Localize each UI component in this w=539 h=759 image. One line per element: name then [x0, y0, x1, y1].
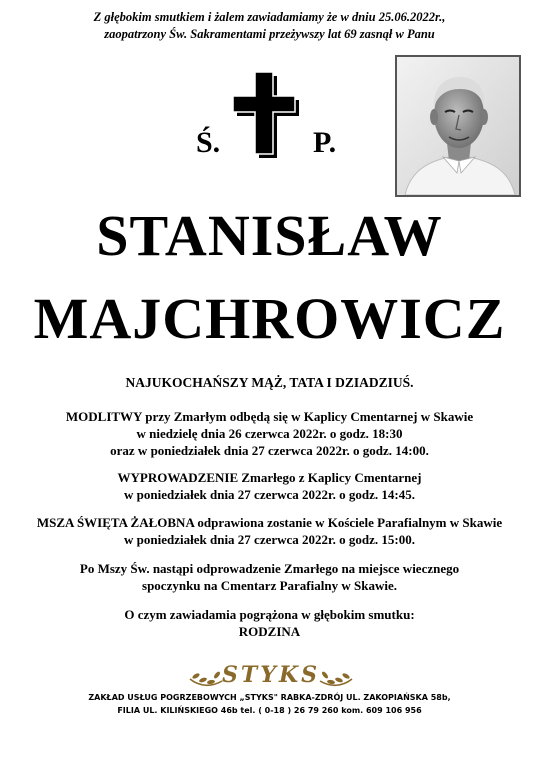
intro-line-1: Z głębokim smutkiem i żalem zawiadamiamy że w dniu 25.06.2022r., [93, 10, 446, 24]
closing-paragraph [0, 606, 539, 640]
deceased-last-name: MAJCHROWICZ [33, 286, 506, 351]
mass-paragraph [0, 514, 539, 548]
burial-paragraph [0, 560, 539, 594]
closing-signature: RODZINA [238, 624, 301, 639]
honorific-p: P. [313, 126, 337, 159]
intro-line-2: zaopatrzony Św. Sakramentami przeżywszy lat 69 zasnął w Panu [104, 27, 435, 41]
family-relation: NAJUKOCHAŃSZY MĄŻ, TATA I DZIADZIUŚ. [125, 375, 414, 390]
mass-line-1: MSZA ŚWIĘTA ŻAŁOBNA odprawiona zostanie w Kościele Parafialnym w Skawie [36, 515, 503, 530]
departure-paragraph [0, 469, 539, 503]
prayers-line-3: oraz w poniedziałek dnia 27 czerwca 2022r. o godz. 14:00. [110, 443, 429, 458]
logo-text: STYKS [222, 662, 320, 688]
closing-line-1: O czym zawiadamia pogrążona w głębokim smutku: [124, 607, 415, 622]
cross-icon [231, 70, 303, 160]
portrait-frame [395, 55, 521, 197]
footer-line-1: ZAKŁAD USŁUG POGRZEBOWYCH „STYKS" RABKA-ZDRÓJ UL. ZAKOPIAŃSKA 58b, [88, 693, 451, 702]
mass-line-2: w poniedziałek dnia 27 czerwca 2022r. o godz. 15:00. [124, 532, 415, 547]
deceased-first-name: STANISŁAW [96, 203, 443, 268]
burial-line-1: Po Mszy Św. nastąpi odprowadzenie Zmarłego na miejsce wiecznego [79, 561, 460, 576]
departure-line-1: WYPROWADZENIE Zmarłego z Kaplicy Cmentarnej [117, 470, 422, 485]
departure-line-2: w poniedziałek dnia 27 czerwca 2022r. o godz. 14:45. [124, 487, 415, 502]
burial-line-2: spoczynku na Cmentarz Parafialny w Skawie. [142, 578, 397, 593]
prayers-line-1: MODLITWY przy Zmarłym odbędą się w Kaplicy Cmentarnej w Skawie [65, 409, 474, 424]
intro-text [0, 9, 539, 43]
prayers-line-2: w niedzielę dnia 26 czerwca 2022r. o godz. 18:30 [136, 426, 403, 441]
styks-logo [186, 657, 356, 691]
portrait-photo [397, 57, 519, 195]
honorific-s: Ś. [196, 126, 221, 159]
footer-line-2: FILIA UL. KILIŃSKIEGO 46b tel. ( 0-18 ) 26 79 260 kom. 609 106 956 [117, 706, 422, 715]
funeral-home-footer [0, 691, 539, 717]
prayers-paragraph [0, 408, 539, 459]
